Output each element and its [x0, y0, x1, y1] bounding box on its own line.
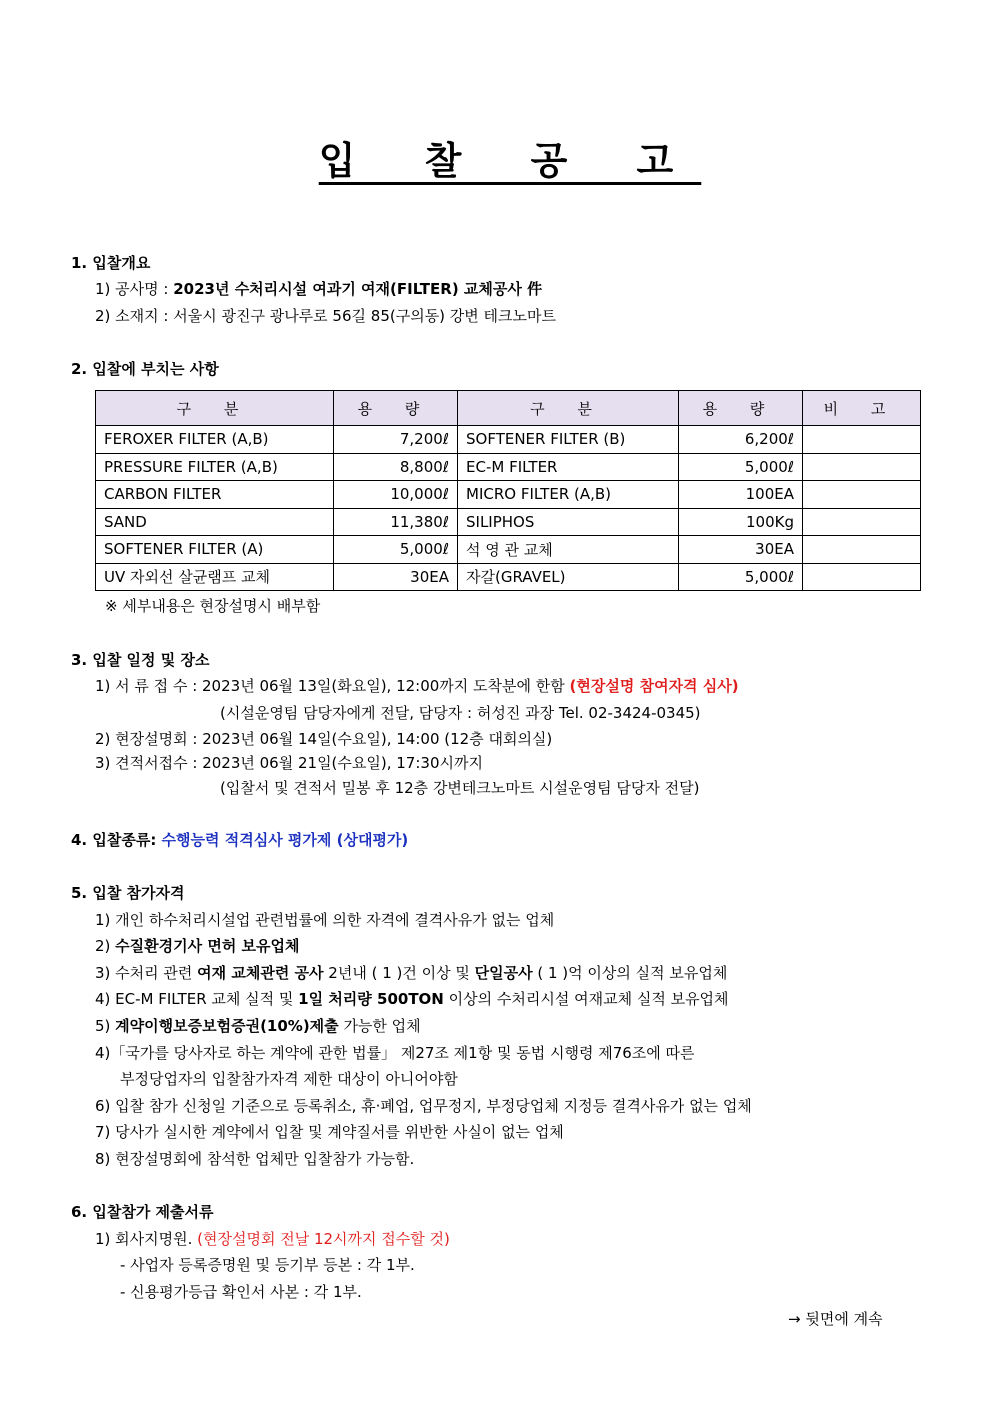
item-name: FEROXER FILTER (A,B) — [96, 426, 334, 454]
qualification-review-note: (현장설명 참여자격 심사) — [569, 677, 739, 695]
item-name: PRESSURE FILTER (A,B) — [96, 453, 334, 481]
deadline-note: (현장설명회 전날 12시까지 접수할 것) — [197, 1230, 450, 1248]
project-name: 2023년 수처리시설 여과기 여재(FILTER) 교체공사 件 — [173, 280, 543, 298]
bid-type-value: 수행능력 적격심사 평가제 (상대평가) — [161, 831, 409, 849]
header-category-2: 구 분 — [458, 391, 679, 426]
item-remarks — [803, 508, 921, 536]
qualification-item: 3) 수처리 관련 여재 교체관련 공사 2년내 ( 1 )건 이상 및 단일공사 ( 1 )억 이상의 실적 보유업체 — [95, 964, 728, 982]
documents-line: 1) 회사지명원. (현장설명회 전날 12시까지 접수할 것) — [95, 1230, 450, 1248]
item-remarks — [803, 563, 921, 591]
item-name: UV 자외선 살균램프 교체 — [96, 563, 334, 591]
item-name: SOFTENER FILTER (B) — [458, 426, 679, 454]
item-capacity: 5,000ℓ — [679, 453, 803, 481]
section-3-heading: 3. 입찰 일정 및 장소 — [71, 651, 210, 669]
section-4-heading: 4. 입찰종류: 수행능력 적격심사 평가제 (상대평가) — [71, 831, 409, 849]
item-remarks — [803, 426, 921, 454]
qualification-item: 7) 당사가 실시한 계약에서 입찰 및 계약질서를 위반한 사실이 없는 업체 — [95, 1123, 564, 1141]
table-row — [96, 563, 921, 591]
item-capacity: 100Kg — [679, 508, 803, 536]
capacity-table — [95, 390, 921, 591]
document-submission-line: 1) 서 류 접 수 : 2023년 06월 13일(화요일), 12:00까지 도착분에 한함 (현장설명 참여자격 심사) — [95, 677, 739, 695]
table-row — [96, 536, 921, 564]
qualification-item: 4)「국가를 당사자로 하는 계약에 관한 법률」 제27조 제1항 및 동법 시행령 제76조에 따른 — [95, 1044, 695, 1062]
header-remarks: 비 고 — [803, 391, 921, 426]
section-6-heading: 6. 입찰참가 제출서류 — [71, 1203, 214, 1221]
item-capacity: 5,000ℓ — [334, 536, 458, 564]
item-capacity: 5,000ℓ — [679, 563, 803, 591]
qualification-item: 5) 계약이행보증보험증권(10%)제출 가능한 업체 — [95, 1017, 421, 1035]
document-item: - 사업자 등록증명원 및 등기부 등본 : 각 1부. — [120, 1256, 415, 1274]
quote-submission-detail: (입찰서 및 견적서 밀봉 후 12층 강변테크노마트 시설운영팀 담당자 전달) — [220, 779, 700, 797]
item-name: CARBON FILTER — [96, 481, 334, 509]
item-name: 석 영 관 교체 — [458, 536, 679, 564]
table-note: ※ 세부내용은 현장설명시 배부함 — [105, 597, 321, 615]
qualification-item: 2) 수질환경기사 면허 보유업체 — [95, 937, 300, 955]
item-name: EC-M FILTER — [458, 453, 679, 481]
table-header-row — [96, 391, 921, 426]
header-capacity-1: 용 량 — [334, 391, 458, 426]
section-5-heading: 5. 입찰 참가자격 — [71, 884, 185, 902]
item-name: MICRO FILTER (A,B) — [458, 481, 679, 509]
document-submission-detail: (시설운영팀 담당자에게 전달, 담당자 : 허성진 과장 Tel. 02-3424-0345) — [220, 704, 701, 722]
item-capacity: 30EA — [334, 563, 458, 591]
item-name: 자갈(GRAVEL) — [458, 563, 679, 591]
project-name-line: 1) 공사명 : 2023년 수처리시설 여과기 여재(FILTER) 교체공사 件 — [95, 280, 543, 298]
item-capacity: 6,200ℓ — [679, 426, 803, 454]
qualification-item: 4) EC-M FILTER 교체 실적 및 1일 처리량 500TON 이상의 수처리시설 여재교체 실적 보유업체 — [95, 990, 729, 1008]
item-remarks — [803, 453, 921, 481]
item-capacity: 11,380ℓ — [334, 508, 458, 536]
section-2-heading: 2. 입찰에 부치는 사항 — [71, 360, 219, 378]
page-title: 입 찰 공 고 — [318, 139, 702, 183]
qualification-item: 8) 현장설명회에 참석한 업체만 입찰참가 가능함. — [95, 1150, 415, 1168]
qualification-item-detail: 부정당업자의 입찰참가자격 제한 대상이 아니어야함 — [120, 1070, 458, 1088]
section-1-heading: 1. 입찰개요 — [71, 254, 151, 272]
item-remarks — [803, 481, 921, 509]
qualification-item: 6) 입찰 참가 신청일 기준으로 등록취소, 휴·폐업, 업무정지, 부정당업체 지정등 결격사유가 없는 업체 — [95, 1097, 752, 1115]
site-briefing-line: 2) 현장설명회 : 2023년 06월 14일(수요일), 14:00 (12층 대회의실) — [95, 730, 553, 748]
quote-submission-line: 3) 견적서접수 : 2023년 06월 21일(수요일), 17:30시까지 — [95, 754, 483, 772]
item-name: SAND — [96, 508, 334, 536]
table-row — [96, 481, 921, 509]
item-capacity: 10,000ℓ — [334, 481, 458, 509]
table-row — [96, 453, 921, 481]
table-row — [96, 426, 921, 454]
item-name: SILIPHOS — [458, 508, 679, 536]
header-category-1: 구 분 — [96, 391, 334, 426]
item-capacity: 8,800ℓ — [334, 453, 458, 481]
item-remarks — [803, 536, 921, 564]
item-name: SOFTENER FILTER (A) — [96, 536, 334, 564]
qualification-item: 1) 개인 하수처리시설업 관련법률에 의한 자격에 결격사유가 없는 업체 — [95, 911, 555, 929]
item-capacity: 30EA — [679, 536, 803, 564]
document-item: - 신용평가등급 확인서 사본 : 각 1부. — [120, 1283, 362, 1301]
item-capacity: 7,200ℓ — [334, 426, 458, 454]
header-capacity-2: 용 량 — [679, 391, 803, 426]
location-line: 2) 소재지 : 서울시 광진구 광나루로 56길 85(구의동) 강변 테크노마트 — [95, 307, 557, 325]
table-row — [96, 508, 921, 536]
continued-note: → 뒷면에 계속 — [788, 1310, 883, 1328]
item-capacity: 100EA — [679, 481, 803, 509]
